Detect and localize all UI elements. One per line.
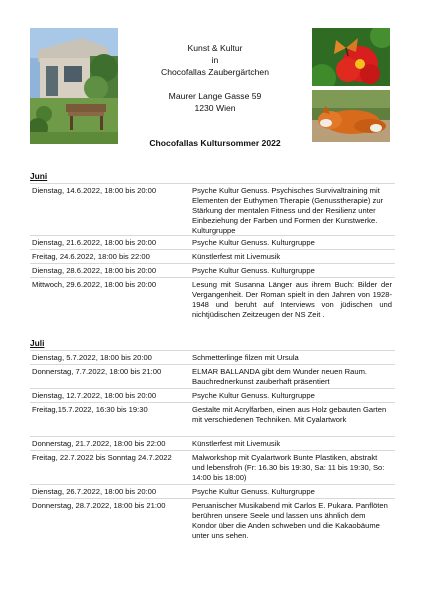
garden-house-photo	[30, 28, 118, 144]
header-block	[130, 42, 300, 114]
event-row	[30, 388, 395, 403]
event-date: Dienstag, 28.6.2022, 18:00 bis 20:00	[32, 266, 157, 275]
event-date: Dienstag, 12.7.2022, 18:00 bis 20:00	[32, 391, 157, 400]
event-row	[30, 183, 395, 236]
event-description: Peruanischer Musikabend mit Carlos E. Pukara. Panflöten berühren unsere Seele und lassen uns ähnlich dem Kondor über die Anden schweben und die Kakaobäume unter uns sehen.	[192, 501, 388, 540]
event-date: Dienstag, 14.6.2022, 18:00 bis 20:00	[32, 186, 157, 195]
event-date: Dienstag, 21.6.2022, 18:00 bis 20:00	[32, 238, 157, 247]
event-description: ELMAR BALLANDA gibt dem Wunder neuen Raum. Bauchrednerkunst zauberhaft präsentiert	[192, 367, 368, 386]
section-heading-june: Juni	[30, 171, 48, 181]
event-row	[30, 263, 395, 278]
event-date: Dienstag, 26.7.2022, 18:00 bis 20:00	[32, 487, 157, 496]
header-line-2: in	[211, 55, 219, 65]
event-description: Psyche Kultur Genuss. Kulturgruppe	[192, 238, 315, 247]
event-description: Schmetterlinge filzen mit Ursula	[192, 353, 299, 362]
event-description: Gestalte mit Acrylfarben, einen aus Holz gebauten Garten mit verschiedenen Techniken. Mit Cyalartwork	[192, 405, 387, 424]
header-line-1: Kunst & Kultur	[187, 43, 243, 53]
event-row	[30, 364, 395, 389]
event-date: Donnerstag, 28.7.2022, 18:00 bis 21:00	[32, 501, 166, 510]
event-date: Dienstag, 5.7.2022, 18:00 bis 20:00	[32, 353, 152, 362]
event-row	[30, 484, 395, 499]
document-title: Chocofallas Kultursommer 2022	[149, 138, 281, 148]
event-description: Psyche Kultur Genuss. Kulturgruppe	[192, 487, 315, 496]
event-row	[30, 450, 395, 485]
event-date: Mittwoch, 29.6.2022, 18:00 bis 20:00	[32, 280, 157, 289]
event-description: Psyche Kultur Genuss. Psychisches Survivaltraining mit Elementen der Euthymen Therapie (Genusstherapie) zur Stärkung der mentalen Fitness und der Resilienz unter Einbeziehung der Farben und Formen der Kunstwerke. Kulturgruppe	[192, 186, 384, 235]
event-date: Donnerstag, 7.7.2022, 18:00 bis 21:00	[32, 367, 162, 376]
sleeping-fox-photo	[312, 90, 390, 142]
event-row	[30, 498, 395, 543]
event-date: Freitag, 24.6.2022, 18:00 bis 22:00	[32, 252, 150, 261]
section-heading-july: Juli	[30, 338, 45, 348]
event-description: Lesung mit Susanna Länger aus ihrem Buch: Bilder der Vergangenheit. Der Roman spielt in den Jahren von 1928- 1948 und beruht auf Interviews von jüdischen und nichtjüdischen Zeitzeugen der NS Zeit .	[192, 280, 392, 319]
header-line-3: Chocofallas Zaubergärtchen	[161, 67, 269, 77]
event-description: Psyche Kultur Genuss. Kulturgruppe	[192, 266, 315, 275]
event-row	[30, 277, 395, 334]
event-row	[30, 350, 395, 365]
event-description: Malworkshop mit Cyalartwork Bunte Plastiken, abstrakt und lebensfroh (Fr: 16.30 bis 19:30, Sa: 11 bis 19:30, So: 14:00 bis 18:00)	[192, 453, 385, 482]
event-date: Freitag,15.7.2022, 16:30 bis 19:30	[32, 405, 148, 414]
event-row	[30, 249, 395, 264]
event-date: Donnerstag, 21.7.2022, 18:00 bis 22:00	[32, 439, 166, 448]
event-row	[30, 235, 395, 250]
event-description: Künstlerfest mit Livemusik	[192, 439, 281, 448]
event-row	[30, 402, 395, 437]
butterfly-on-red-flower-photo	[312, 28, 390, 86]
address-city: 1230 Wien	[194, 103, 236, 113]
address-street: Maurer Lange Gasse 59	[168, 91, 262, 101]
event-description: Psyche Kultur Genuss. Kulturgruppe	[192, 391, 315, 400]
event-description: Künstlerfest mit Livemusik	[192, 252, 281, 261]
event-row	[30, 436, 395, 451]
event-date: Freitag, 22.7.2022 bis Sonntag 24.7.2022	[32, 453, 172, 462]
